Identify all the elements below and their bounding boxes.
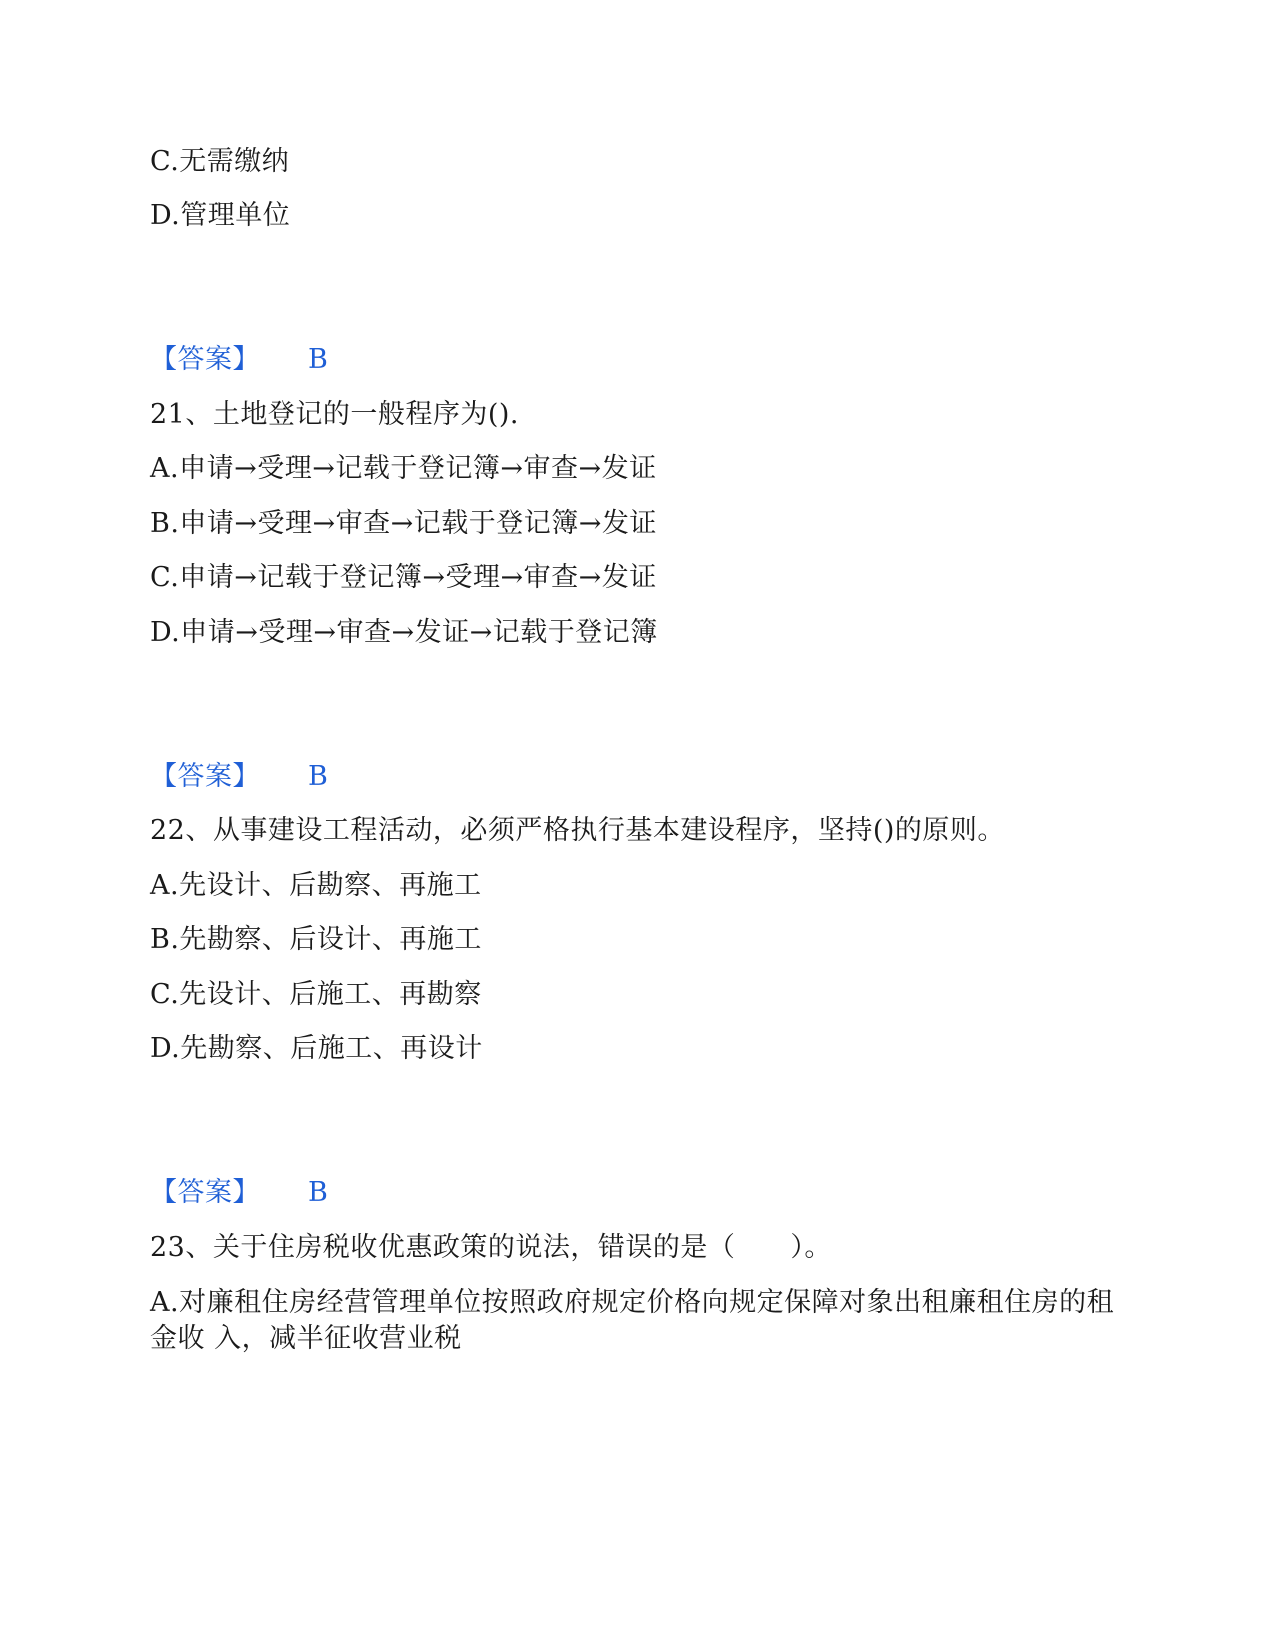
option-c: C.申请→记载于登记簿→受理→审查→发证 (150, 562, 657, 593)
answer-row (150, 759, 328, 795)
option-d: D.管理单位 (150, 200, 291, 231)
answer-value: B (308, 344, 329, 375)
question-stem: 22、从事建设工程活动，必须严格执行基本建设程序，坚持()的原则。 (150, 815, 1005, 846)
question-stem: 21、土地登记的一般程序为(). (150, 399, 520, 430)
option-c: C.先设计、后施工、再勘察 (150, 979, 482, 1010)
answer-label: 【答案】 (150, 761, 260, 792)
answer-value: B (308, 761, 329, 792)
answer-row (150, 342, 328, 378)
option-b: B.申请→受理→审查→记载于登记簿→发证 (150, 508, 657, 539)
option-a: A.对廉租住房经营管理单位按照政府规定价格向规定保障对象出租廉租住房的租金收 入，减半征收营业税 (150, 1287, 1115, 1354)
option-c: C.无需缴纳 (150, 146, 290, 177)
question-stem: 23、关于住房税收优惠政策的说法，错误的是（ ）。 (150, 1232, 832, 1263)
option-a: A.申请→受理→记载于登记簿→审查→发证 (150, 453, 657, 484)
answer-label: 【答案】 (150, 344, 260, 375)
answer-value: B (308, 1177, 329, 1208)
option-b: B.先勘察、后设计、再施工 (150, 924, 482, 955)
option-a: A.先设计、后勘察、再施工 (150, 870, 482, 901)
option-d: D.申请→受理→审查→发证→记载于登记簿 (150, 617, 658, 648)
option-d: D.先勘察、后施工、再设计 (150, 1033, 483, 1064)
answer-row (150, 1175, 328, 1211)
answer-label: 【答案】 (150, 1177, 260, 1208)
